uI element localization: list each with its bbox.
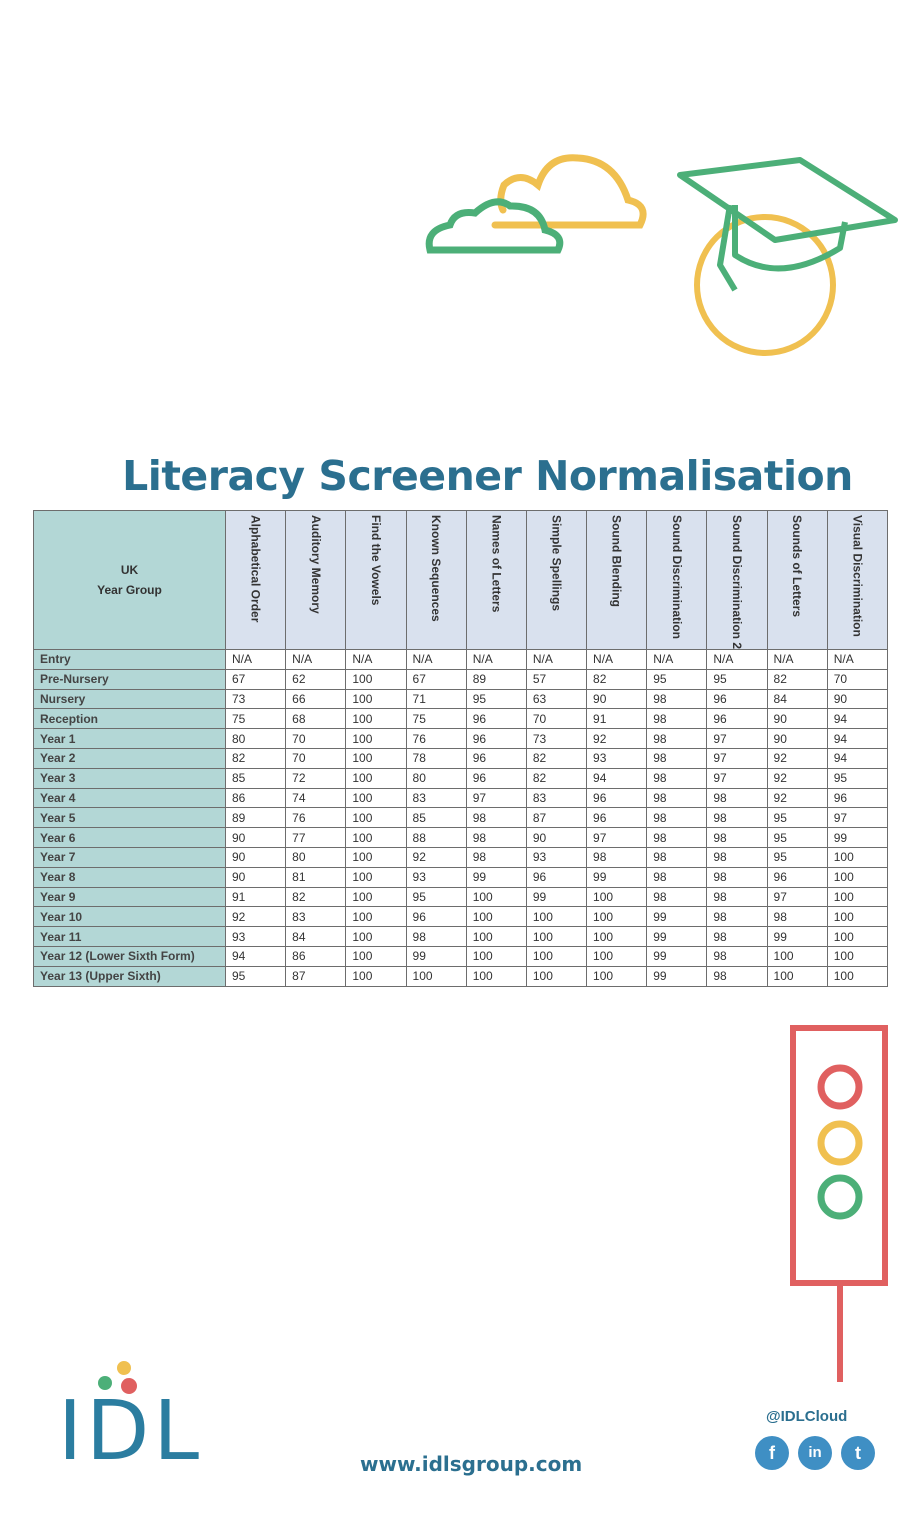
table-cell: 90 bbox=[526, 828, 586, 848]
table-cell: 100 bbox=[346, 669, 406, 689]
row-label: Year 1 bbox=[34, 729, 226, 749]
table-cell: N/A bbox=[226, 650, 286, 670]
row-label: Year 13 (Upper Sixth) bbox=[34, 966, 226, 986]
corner-header bbox=[34, 511, 226, 650]
table-cell: 91 bbox=[226, 887, 286, 907]
column-header bbox=[707, 511, 767, 650]
row-label: Reception bbox=[34, 709, 226, 729]
table-cell: 81 bbox=[286, 867, 346, 887]
table-cell: 100 bbox=[827, 966, 887, 986]
column-header-label: Find the Vowels bbox=[368, 514, 383, 605]
table-cell: 100 bbox=[466, 966, 526, 986]
table-cell: 73 bbox=[226, 689, 286, 709]
table-cell: 100 bbox=[587, 966, 647, 986]
table-cell: 100 bbox=[767, 966, 827, 986]
table-cell: 67 bbox=[226, 669, 286, 689]
table-cell: 100 bbox=[466, 946, 526, 966]
table-cell: 97 bbox=[707, 768, 767, 788]
table-cell: 85 bbox=[406, 808, 466, 828]
row-label: Year 3 bbox=[34, 768, 226, 788]
table-cell: 100 bbox=[526, 927, 586, 947]
table-cell: 80 bbox=[406, 768, 466, 788]
table-row bbox=[34, 966, 888, 986]
table-cell: 100 bbox=[767, 946, 827, 966]
table-cell: 96 bbox=[707, 689, 767, 709]
row-label: Year 9 bbox=[34, 887, 226, 907]
table-cell: 89 bbox=[226, 808, 286, 828]
table-cell: 99 bbox=[827, 828, 887, 848]
column-header bbox=[406, 511, 466, 650]
table-cell: 100 bbox=[587, 946, 647, 966]
table-cell: 96 bbox=[466, 768, 526, 788]
table-cell: 63 bbox=[526, 689, 586, 709]
table-cell: 100 bbox=[466, 907, 526, 927]
row-label: Year 11 bbox=[34, 927, 226, 947]
row-label: Entry bbox=[34, 650, 226, 670]
table-cell: 100 bbox=[406, 966, 466, 986]
table-cell: 100 bbox=[526, 907, 586, 927]
table-cell: 94 bbox=[587, 768, 647, 788]
table-cell: 96 bbox=[587, 808, 647, 828]
column-header-label: Sound Blending bbox=[609, 514, 624, 607]
table-cell: 100 bbox=[346, 927, 406, 947]
table-cell: 90 bbox=[226, 847, 286, 867]
column-header-label: Sound Discrimination 2 bbox=[729, 514, 744, 649]
normalisation-table bbox=[33, 510, 888, 987]
table-cell: 98 bbox=[647, 788, 707, 808]
table-row bbox=[34, 729, 888, 749]
table-cell: 100 bbox=[587, 887, 647, 907]
table-cell: 98 bbox=[647, 689, 707, 709]
table-row bbox=[34, 808, 888, 828]
table-cell: 98 bbox=[707, 907, 767, 927]
table-cell: 98 bbox=[647, 729, 707, 749]
table-cell: 96 bbox=[466, 748, 526, 768]
table-cell: 98 bbox=[707, 847, 767, 867]
table-cell: 98 bbox=[647, 847, 707, 867]
table-cell: 97 bbox=[767, 887, 827, 907]
table-cell: 96 bbox=[707, 709, 767, 729]
table-cell: 91 bbox=[587, 709, 647, 729]
table-cell: 76 bbox=[406, 729, 466, 749]
table-cell: 95 bbox=[827, 768, 887, 788]
row-label: Year 8 bbox=[34, 867, 226, 887]
table-cell: 100 bbox=[827, 946, 887, 966]
table-cell: 70 bbox=[526, 709, 586, 729]
table-cell: 83 bbox=[286, 907, 346, 927]
column-header bbox=[346, 511, 406, 650]
row-label: Year 10 bbox=[34, 907, 226, 927]
table-cell: N/A bbox=[526, 650, 586, 670]
column-header bbox=[466, 511, 526, 650]
table-cell: 94 bbox=[226, 946, 286, 966]
table-cell: 90 bbox=[767, 729, 827, 749]
table-cell: 92 bbox=[226, 907, 286, 927]
table-cell: 95 bbox=[767, 847, 827, 867]
table-cell: 93 bbox=[406, 867, 466, 887]
table-cell: 98 bbox=[707, 946, 767, 966]
table-cell: 98 bbox=[647, 887, 707, 907]
table-cell: 84 bbox=[767, 689, 827, 709]
table-cell: 99 bbox=[647, 907, 707, 927]
table-cell: 98 bbox=[767, 907, 827, 927]
table-cell: N/A bbox=[767, 650, 827, 670]
table-cell: 87 bbox=[286, 966, 346, 986]
table-cell: 100 bbox=[346, 729, 406, 749]
row-label: Year 2 bbox=[34, 748, 226, 768]
column-header bbox=[226, 511, 286, 650]
column-header bbox=[286, 511, 346, 650]
table-cell: 71 bbox=[406, 689, 466, 709]
table-cell: 98 bbox=[647, 768, 707, 788]
row-label: Year 6 bbox=[34, 828, 226, 848]
table-cell: 92 bbox=[767, 788, 827, 808]
column-header-label: Known Sequences bbox=[429, 514, 444, 622]
table-cell: 99 bbox=[767, 927, 827, 947]
table-cell: 100 bbox=[346, 887, 406, 907]
table-row bbox=[34, 867, 888, 887]
table-row bbox=[34, 709, 888, 729]
table-cell: 78 bbox=[406, 748, 466, 768]
table-cell: 100 bbox=[346, 867, 406, 887]
table-cell: 100 bbox=[587, 927, 647, 947]
table-cell: 98 bbox=[466, 828, 526, 848]
table-cell: 67 bbox=[406, 669, 466, 689]
table-cell: 100 bbox=[827, 887, 887, 907]
table-row bbox=[34, 847, 888, 867]
table-cell: 97 bbox=[466, 788, 526, 808]
table-cell: 94 bbox=[827, 729, 887, 749]
table-cell: N/A bbox=[587, 650, 647, 670]
column-header-label: Sounds of Letters bbox=[790, 514, 805, 617]
table-cell: 99 bbox=[647, 946, 707, 966]
column-header bbox=[827, 511, 887, 650]
table-cell: 75 bbox=[406, 709, 466, 729]
corner-line2: Year Group bbox=[97, 583, 162, 597]
table-row bbox=[34, 650, 888, 670]
table-cell: 100 bbox=[827, 847, 887, 867]
table-cell: 98 bbox=[647, 748, 707, 768]
table-cell: 100 bbox=[346, 907, 406, 927]
website-link[interactable]: www.idlsgroup.com bbox=[360, 1452, 583, 1476]
column-header-label: Sound Discrimination bbox=[669, 514, 684, 639]
table-cell: 100 bbox=[466, 887, 526, 907]
table-cell: 70 bbox=[286, 748, 346, 768]
table-cell: 98 bbox=[707, 808, 767, 828]
table-cell: 82 bbox=[587, 669, 647, 689]
table-cell: 100 bbox=[827, 927, 887, 947]
table-cell: 98 bbox=[707, 788, 767, 808]
linkedin-icon[interactable]: in bbox=[798, 1436, 832, 1470]
table-cell: 86 bbox=[286, 946, 346, 966]
facebook-icon[interactable]: f bbox=[755, 1436, 789, 1470]
idl-logo: IDL bbox=[58, 1384, 204, 1479]
table-cell: 98 bbox=[707, 828, 767, 848]
column-header-label: Names of Letters bbox=[489, 514, 504, 612]
table-cell: 96 bbox=[526, 867, 586, 887]
table-cell: 97 bbox=[827, 808, 887, 828]
table-cell: 68 bbox=[286, 709, 346, 729]
row-label: Year 4 bbox=[34, 788, 226, 808]
table-row bbox=[34, 669, 888, 689]
amber-light bbox=[821, 1124, 859, 1162]
table-cell: 90 bbox=[827, 689, 887, 709]
table-cell: 90 bbox=[226, 828, 286, 848]
table-cell: 99 bbox=[526, 887, 586, 907]
table-row bbox=[34, 689, 888, 709]
table-cell: 77 bbox=[286, 828, 346, 848]
table-cell: 72 bbox=[286, 768, 346, 788]
table-cell: 99 bbox=[406, 946, 466, 966]
table-cell: 92 bbox=[406, 847, 466, 867]
table-cell: 99 bbox=[647, 966, 707, 986]
table-row bbox=[34, 887, 888, 907]
graduation-cap-icon bbox=[680, 160, 895, 290]
table-cell: 98 bbox=[647, 808, 707, 828]
table-cell: 100 bbox=[526, 946, 586, 966]
table-cell: 90 bbox=[587, 689, 647, 709]
table-row bbox=[34, 828, 888, 848]
table-cell: 66 bbox=[286, 689, 346, 709]
table-cell: 100 bbox=[346, 808, 406, 828]
table-cell: 95 bbox=[707, 669, 767, 689]
table-cell: 97 bbox=[587, 828, 647, 848]
table-cell: 83 bbox=[526, 788, 586, 808]
social-handle[interactable]: @IDLCloud bbox=[766, 1408, 848, 1425]
table-cell: 100 bbox=[346, 946, 406, 966]
page-title: Literacy Screener Normalisation bbox=[122, 452, 853, 500]
table-cell: 100 bbox=[346, 689, 406, 709]
column-header-label: Auditory Memory bbox=[308, 514, 323, 614]
column-header-label: Simple Spellings bbox=[549, 514, 564, 611]
sun-icon bbox=[697, 217, 833, 353]
table-cell: 86 bbox=[226, 788, 286, 808]
table-row bbox=[34, 946, 888, 966]
table-cell: 98 bbox=[647, 867, 707, 887]
table-cell: 100 bbox=[346, 788, 406, 808]
table-row bbox=[34, 907, 888, 927]
table-cell: 88 bbox=[406, 828, 466, 848]
table-cell: 98 bbox=[707, 966, 767, 986]
table-cell: 90 bbox=[767, 709, 827, 729]
table-cell: 98 bbox=[466, 808, 526, 828]
table-cell: 95 bbox=[767, 828, 827, 848]
row-label: Pre-Nursery bbox=[34, 669, 226, 689]
table-cell: 80 bbox=[286, 847, 346, 867]
corner-line1: UK bbox=[120, 563, 139, 577]
table-cell: 75 bbox=[226, 709, 286, 729]
table-header-row bbox=[34, 511, 888, 650]
clouds-graduation-illustration bbox=[0, 0, 921, 420]
table-cell: 89 bbox=[466, 669, 526, 689]
table-cell: 92 bbox=[767, 748, 827, 768]
row-label: Nursery bbox=[34, 689, 226, 709]
table-cell: 94 bbox=[827, 748, 887, 768]
table-cell: 83 bbox=[406, 788, 466, 808]
twitter-icon[interactable]: t bbox=[841, 1436, 875, 1470]
table-cell: 98 bbox=[647, 828, 707, 848]
table-cell: 100 bbox=[346, 709, 406, 729]
table-cell: 82 bbox=[526, 768, 586, 788]
table-cell: 100 bbox=[346, 847, 406, 867]
table-cell: 98 bbox=[466, 847, 526, 867]
table-cell: 100 bbox=[587, 907, 647, 927]
red-light bbox=[821, 1068, 859, 1106]
table-cell: 100 bbox=[346, 828, 406, 848]
column-header bbox=[587, 511, 647, 650]
table-cell: 95 bbox=[647, 669, 707, 689]
table-cell: 74 bbox=[286, 788, 346, 808]
yellow-cloud-icon bbox=[495, 158, 643, 225]
table-row bbox=[34, 927, 888, 947]
table-row bbox=[34, 788, 888, 808]
table-cell: 94 bbox=[827, 709, 887, 729]
table-cell: N/A bbox=[827, 650, 887, 670]
table-cell: 93 bbox=[587, 748, 647, 768]
column-header bbox=[647, 511, 707, 650]
table-cell: 100 bbox=[827, 867, 887, 887]
table-cell: 85 bbox=[226, 768, 286, 788]
table-cell: 96 bbox=[587, 788, 647, 808]
table-row bbox=[34, 768, 888, 788]
column-header-label: Alphabetical Order bbox=[248, 514, 263, 622]
table-cell: 98 bbox=[647, 709, 707, 729]
table-cell: N/A bbox=[466, 650, 526, 670]
table-cell: 93 bbox=[226, 927, 286, 947]
table-cell: 62 bbox=[286, 669, 346, 689]
table-cell: 76 bbox=[286, 808, 346, 828]
table-cell: 100 bbox=[526, 966, 586, 986]
table-cell: 98 bbox=[587, 847, 647, 867]
table-cell: 82 bbox=[767, 669, 827, 689]
table-cell: 82 bbox=[226, 748, 286, 768]
table-cell: 95 bbox=[406, 887, 466, 907]
table-cell: 98 bbox=[707, 887, 767, 907]
table-cell: 95 bbox=[767, 808, 827, 828]
row-label: Year 12 (Lower Sixth Form) bbox=[34, 946, 226, 966]
table-cell: 100 bbox=[466, 927, 526, 947]
table-cell: N/A bbox=[707, 650, 767, 670]
table-cell: N/A bbox=[346, 650, 406, 670]
table-cell: 95 bbox=[226, 966, 286, 986]
table-cell: 84 bbox=[286, 927, 346, 947]
table-cell: 100 bbox=[827, 907, 887, 927]
table-cell: 99 bbox=[647, 927, 707, 947]
column-header bbox=[526, 511, 586, 650]
table-cell: 99 bbox=[587, 867, 647, 887]
table-cell: 92 bbox=[587, 729, 647, 749]
table-cell: 97 bbox=[707, 748, 767, 768]
table-cell: 98 bbox=[406, 927, 466, 947]
table-row bbox=[34, 748, 888, 768]
table-cell: 95 bbox=[466, 689, 526, 709]
table-cell: 82 bbox=[286, 887, 346, 907]
table-cell: 96 bbox=[406, 907, 466, 927]
table-cell: 93 bbox=[526, 847, 586, 867]
table-cell: 96 bbox=[827, 788, 887, 808]
table-cell: 87 bbox=[526, 808, 586, 828]
table-cell: 82 bbox=[526, 748, 586, 768]
table-cell: 70 bbox=[286, 729, 346, 749]
table-cell: 98 bbox=[707, 927, 767, 947]
column-header bbox=[767, 511, 827, 650]
table-cell: N/A bbox=[406, 650, 466, 670]
column-header-label: Visual Discrimination bbox=[850, 514, 865, 637]
traffic-light-icon bbox=[780, 1020, 900, 1390]
table-cell: 57 bbox=[526, 669, 586, 689]
green-light bbox=[821, 1178, 859, 1216]
table-cell: 96 bbox=[466, 709, 526, 729]
table-cell: 92 bbox=[767, 768, 827, 788]
table-cell: 96 bbox=[767, 867, 827, 887]
table-cell: 99 bbox=[466, 867, 526, 887]
table-cell: 97 bbox=[707, 729, 767, 749]
table-cell: N/A bbox=[286, 650, 346, 670]
table-cell: 70 bbox=[827, 669, 887, 689]
table-cell: 90 bbox=[226, 867, 286, 887]
table-cell: 73 bbox=[526, 729, 586, 749]
table-cell: 100 bbox=[346, 748, 406, 768]
row-label: Year 5 bbox=[34, 808, 226, 828]
table-cell: 98 bbox=[707, 867, 767, 887]
table-cell: 96 bbox=[466, 729, 526, 749]
table-cell: N/A bbox=[647, 650, 707, 670]
table-cell: 100 bbox=[346, 768, 406, 788]
table-cell: 100 bbox=[346, 966, 406, 986]
table-cell: 80 bbox=[226, 729, 286, 749]
row-label: Year 7 bbox=[34, 847, 226, 867]
